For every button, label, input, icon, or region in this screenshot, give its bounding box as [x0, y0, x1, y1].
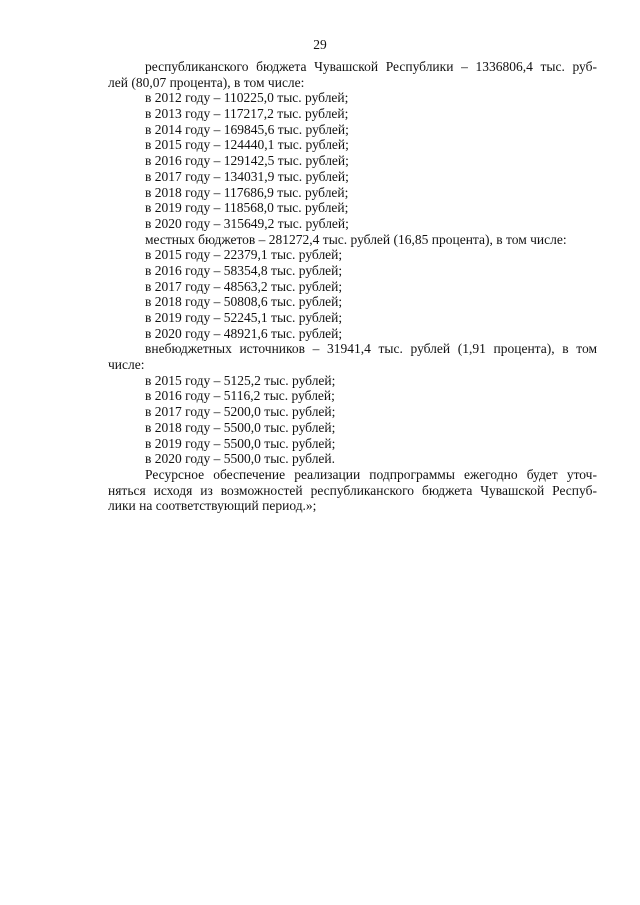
text-line: в 2019 году – 5500,0 тыс. рублей;: [145, 435, 336, 451]
text-line: [108, 483, 597, 499]
word: республиканского: [310, 482, 415, 498]
text-line: в 2017 году – 134031,9 тыс. рублей;: [145, 168, 349, 184]
text-line: в 2020 году – 48921,6 тыс. рублей;: [145, 325, 343, 341]
word: 1336806,4: [475, 59, 533, 74]
word: Чувашской: [314, 59, 379, 74]
word: бюджета: [421, 482, 473, 498]
word: тыс.: [378, 341, 403, 357]
word: Ресурсное: [145, 466, 205, 482]
word: подпрограммы: [369, 466, 455, 482]
text-line: в 2018 году – 50808,6 тыс. рублей;: [145, 294, 343, 310]
text-line: лики на соответствующий период.»;: [108, 498, 317, 514]
word: исходя: [153, 482, 193, 498]
text-line: в 2017 году – 48563,2 тыс. рублей;: [145, 278, 343, 294]
text-line: в 2016 году – 5116,2 тыс. рублей;: [145, 388, 335, 404]
page-number: 29: [313, 37, 327, 52]
text-line: в 2019 году – 118568,0 тыс. рублей;: [145, 200, 349, 216]
word: реализации: [294, 466, 361, 482]
word: бюджета: [256, 59, 307, 74]
text-line: в 2013 году – 117217,2 тыс. рублей;: [145, 106, 349, 122]
text-line: в 2020 году – 315649,2 тыс. рублей;: [145, 215, 349, 231]
word: республиканского: [145, 59, 249, 74]
word: процента),: [493, 341, 555, 357]
text-line: [108, 467, 597, 483]
text-line: в 2015 году – 124440,1 тыс. рублей;: [145, 137, 349, 153]
text-line: лей (80,07 процента), в том числе:: [108, 74, 305, 90]
word: рублей: [410, 341, 451, 357]
word: будет: [526, 466, 558, 482]
word: тыс.: [540, 59, 565, 74]
word: обеспечение: [213, 466, 286, 482]
word: (1,91: [457, 341, 486, 357]
text-line: [108, 341, 597, 357]
word: руб-: [572, 59, 597, 74]
word: –: [461, 59, 468, 74]
text-line: числе:: [108, 357, 145, 373]
text-line: в 2014 году – 169845,6 тыс. рублей;: [145, 121, 349, 137]
word: уточ-: [566, 466, 597, 482]
word: Респуб-: [552, 482, 597, 498]
text-line: в 2012 году – 110225,0 тыс. рублей;: [145, 90, 349, 106]
word: ежегодно: [464, 466, 518, 482]
text-line: в 2020 году – 5500,0 тыс. рублей.: [145, 451, 336, 467]
word: няться: [108, 482, 146, 498]
word: том: [576, 341, 597, 357]
text-line: в 2017 году – 5200,0 тыс. рублей;: [145, 404, 336, 420]
word: источников: [239, 341, 306, 357]
word: 31941,4: [327, 341, 371, 357]
word: из: [200, 482, 213, 498]
text-line: в 2016 году – 58354,8 тыс. рублей;: [145, 262, 343, 278]
text-line: [108, 59, 597, 75]
text-line: в 2015 году – 5125,2 тыс. рублей;: [145, 372, 336, 388]
word: Чувашской: [480, 482, 545, 498]
word: –: [312, 341, 320, 357]
text-line: в 2018 году – 5500,0 тыс. рублей;: [145, 419, 336, 435]
word: возможностей: [220, 482, 303, 498]
word: Республики: [385, 59, 454, 74]
document-body: [108, 59, 597, 514]
text-line: в 2018 году – 117686,9 тыс. рублей;: [145, 184, 349, 200]
text-line: в 2019 году – 52245,1 тыс. рублей;: [145, 310, 343, 325]
text-line: в 2016 году – 129142,5 тыс. рублей;: [145, 153, 349, 169]
word: внебюджетных: [145, 341, 232, 357]
text-line: в 2015 году – 22379,1 тыс. рублей;: [145, 247, 343, 263]
word: в: [562, 341, 569, 357]
text-line: местных бюджетов – 281272,4 тыс. рублей (16,85 процента), в том числе:: [145, 231, 567, 247]
